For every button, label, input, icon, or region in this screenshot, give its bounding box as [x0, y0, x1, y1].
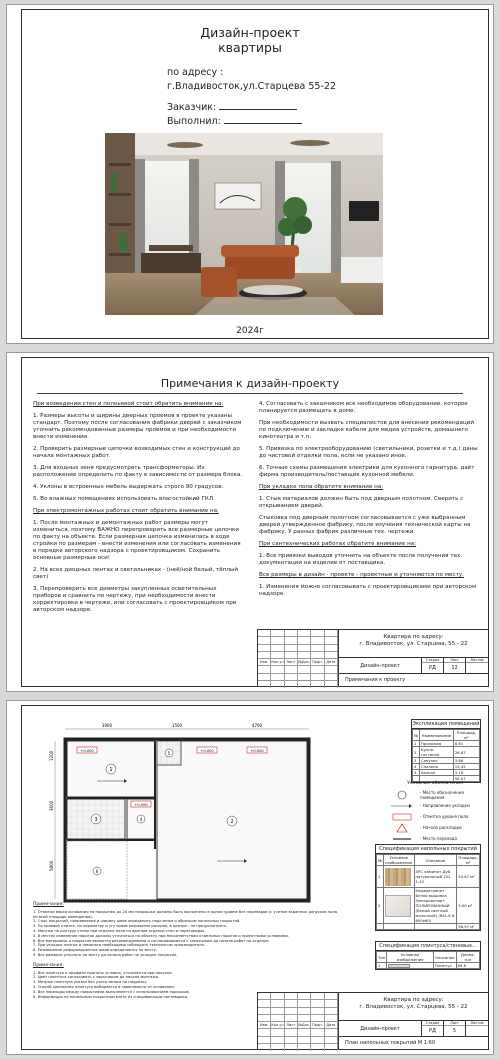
plan-note-line: 2. Цвет плинтуса согласовать с заказчиком до начала монтажа.	[33, 975, 160, 980]
revision-grid	[258, 993, 338, 1049]
floor-plan-sheet	[6, 700, 494, 1055]
floor-spec-title: Спецификация напольных покрытий	[376, 845, 480, 854]
note-paragraph: 6. Точные схемы размещения электрики для кухонного гарнитура, даёт фирма производитель/поставщик кухонной мебели.	[259, 465, 475, 478]
address-block	[167, 67, 336, 130]
plan-note-line: 5. Все переходы между покрытиями выполняются с использованием порожков.	[33, 989, 190, 994]
note-paragraph: 1. Изменения можно согласовывать с проектировщиками при авторском надзоре.	[259, 584, 477, 597]
title-block-row: Дизайн-проект Стадия РД Лист 5 Листов	[339, 1020, 488, 1036]
plan-notes-title: Примечания:	[33, 902, 64, 907]
explication-title: Экспликация помещений	[412, 721, 480, 727]
sheet-number: 5	[452, 1028, 457, 1034]
notes-heading: Все размеры в дизайн - проекте - проектные и уточняются по месту.	[259, 572, 464, 578]
legend-item: - Отметка уровня пола	[387, 811, 483, 822]
sheet-number: 12	[451, 665, 458, 671]
table-header: Тип Условное изображение Описание Длина, п.м	[377, 952, 480, 963]
revision-grid	[258, 630, 338, 686]
note-paragraph: 1. Все привязки выводов уточнить на объекте после получения тех. документации на изделие от поставщика.	[259, 553, 463, 566]
skirting-spec-table	[375, 941, 481, 970]
title-block-address: Квартира по адресу: г. Владивосток, ул. Старцева, 55 - 22	[359, 634, 468, 647]
plan-notes-title: Примечания:	[33, 962, 64, 968]
sheet-name: План напольных покрытий М 1:60	[339, 1036, 488, 1049]
dim-top-2: 1500	[171, 723, 183, 728]
plan-note-line: 7. При укладке плитки и ламината необходимо соблюдать технологию производителя.	[33, 943, 205, 948]
customer-row	[167, 102, 336, 113]
notes-title: Примечания к дизайн-проекту	[160, 377, 340, 390]
floor-plan-drawing	[47, 721, 323, 911]
table-row: 4 Спальня 15.45	[413, 764, 480, 770]
notes-sheet	[6, 352, 494, 692]
table-row: 1 Прихожая 8.61	[413, 741, 480, 747]
plan-note-line: 5. В местах изменения порогов должны уточняться по объекту при несоответствии отдельных порогов и проектными условиями.	[33, 933, 290, 938]
level-mark: +0.000	[134, 803, 148, 807]
table-total-row: 58.97 м²	[377, 924, 480, 930]
table-total-row: 58.97	[413, 776, 480, 782]
dim-left-3: 5800	[49, 860, 54, 871]
note-paragraph: 2. Проверить размерные цепочки возводимых стен и конструкций до начала монтажных работ.	[33, 446, 240, 459]
title-block-info	[338, 993, 488, 1049]
room-number: 1	[109, 767, 113, 773]
legend	[387, 781, 483, 844]
legend-item: - Место обозначения помещения	[387, 789, 483, 800]
notes-right-column	[259, 401, 479, 603]
dim-top-3: 4700	[251, 723, 263, 728]
stage-value: РД	[429, 665, 436, 671]
level-mark: +0.000	[80, 749, 94, 753]
table-row: 3 Санузел 3.86	[413, 758, 480, 764]
laminate-swatch	[385, 868, 411, 886]
title-rule	[37, 393, 463, 394]
title-block-address: Квартира по адресу: г. Владивосток, ул. Старцева, 55 - 22	[359, 997, 468, 1010]
legend-title: Условные обозначения	[407, 781, 463, 786]
dim-top-1: 3900	[101, 723, 113, 728]
table-header: № Наименование Площадь, м²	[413, 730, 480, 741]
skirting-title: Спецификация плинтуса/стеновых...	[376, 942, 480, 951]
executor-label: Выполнил:	[167, 116, 221, 127]
note-paragraph: 5. Привязка по электрооборудованию (светильники, розетки и т.д.) даны до чистовой отделки пола, если не указано иное.	[259, 446, 478, 459]
note-paragraph: 3. Перепроверить все диаметры закупленных осветительных приборов и сравнить по чертежу, при необходимости внести корректировки в чертеже, или согласовать с проектировщиком при авторском надзоре.	[33, 586, 237, 613]
note-paragraph: 1. Размеры высоты и ширины дверных проемов в проекте указаны стандарт. Поэтому после согласования фабрики дверей с заказчиком уточнить рекомендованные размеры проемов и при необходимости внести изменения.	[33, 413, 242, 440]
address-label: по адресу :	[167, 67, 224, 78]
note-paragraph: 4. Согласовать с заказчиком все необходимое оборудование, которое планируется размещать в доме.	[259, 401, 468, 414]
note-paragraph: При необходимости вызвать специалистов для внесения рекомендаций по подключению и закладке кабеля для медиа устройств, домашнего кинотеатра и т.п.	[259, 420, 475, 440]
notes-heading: При электромонтажных работах стоит обратить внимание на:	[33, 508, 219, 514]
room-number: 5	[167, 751, 171, 756]
table-row: 5 Балкон 3.18	[413, 770, 480, 776]
plan-note-line: 1. Отметки верха основания по покрытию до 20 мм покрышки должны быть выполнены в одном уровне без перепадов (с учетом заданных допусков пола, по всей площади помещения).	[33, 909, 339, 919]
table-row: 2 Керамогранит Белая вышивка Эмпориоспорт ПОЛИРОВАННЫЙ (Белый светлый молочный) (RAL-6 6 600x60) 3.00 м²	[377, 888, 480, 924]
notes-heading: При возведении стен и полоьевой стоит обратить внимание на:	[33, 401, 224, 407]
note-paragraph: 2. На всех диодных лентах и светильниках - (неё/ной белый, тёплый свет)	[33, 567, 238, 580]
tile-swatch	[385, 895, 411, 917]
table-row: 1 Плинтус 89.8	[377, 963, 480, 969]
project-name: Дизайн-проект	[339, 1021, 422, 1036]
revision-grid-header: Изм. Кол.уч Лист №Док. Подп. Дата	[258, 1022, 338, 1029]
level-mark: +0.000	[250, 749, 264, 753]
room-number: 4	[139, 817, 143, 822]
room-explication-table	[411, 719, 481, 783]
plan-note-line: 4. Способ крепления плинтуса выбирается в зависимости от основания.	[33, 984, 175, 989]
notes-left-column	[33, 401, 245, 619]
legend-item: - Направление укладки	[387, 800, 483, 811]
plan-note-line: 9. Все размеры уточнять по месту до начала работ по укладке покрытия.	[33, 952, 178, 957]
plan-note-line: 3. Метраж плинтуса указан без учета запаса на подрезку.	[33, 980, 148, 985]
cover-title	[7, 25, 493, 55]
cover-title-line2: квартиры	[218, 40, 282, 55]
room-number: 3	[94, 817, 98, 823]
skirting-swatch	[388, 964, 410, 968]
title-block	[257, 992, 489, 1050]
cover-sheet	[6, 4, 494, 344]
executor-row	[167, 116, 336, 127]
customer-blank	[219, 102, 297, 110]
note-paragraph: 3. Для входных зеня предусмотреть трансформаторы. Их расположение определить по факту в зависимости от размера блока.	[33, 465, 243, 478]
plan-note-line: 2. Стык покрытий, направление и ширину швов определить подсчетом и образцом напольных покрытий.	[33, 919, 241, 924]
customer-label: Заказчик:	[167, 102, 217, 113]
note-paragraph: 1. Стык материалов должен быть под дверным полотном. Сверить с открыванием дверей.	[259, 496, 464, 509]
executor-blank	[224, 116, 302, 124]
project-name: Дизайн-проект	[339, 658, 422, 673]
legend-item: - Место перехода	[420, 836, 457, 841]
plan-note-line: 4. Монтаж по контуру стены при отделке пола по данным отделки стен и перегородок.	[33, 928, 206, 933]
plan-notes	[33, 903, 343, 999]
stage-value: РД	[429, 1028, 436, 1034]
sheet-name: Примечания к проекту	[339, 673, 488, 686]
dim-left-1: 1200	[49, 750, 54, 761]
note-paragraph: 1. После монтажных и демонтажных работ размеры могут измениться, поэтому ВАЖНО перепроверить все размерные цепочки по факту на объекте. Если размерная цепочка изменилась в ходе стройки по размерам - внести изменения или согласовать изменения в порядке авторского надзора с проектировщиком. Сохранить основные размерные оси!	[33, 520, 241, 561]
table-header: № Условное изображение Описание Площадь, м²	[378, 855, 478, 865]
plan-note-line: 3. По краевой плитке, по периметру и угу краев разрешено раскрое, в центре - не предусмотреть.	[33, 924, 228, 929]
cover-year: 2024г	[236, 326, 264, 336]
floor-spec-table	[375, 844, 481, 931]
level-mark: +0.000	[200, 749, 214, 753]
table-row: 2 Кухня-гостиная 26.87	[413, 747, 480, 758]
note-paragraph: 5. Во влажных помещениях использовать влагостойкий ГКЛ.	[33, 496, 215, 502]
note-paragraph: Стыковка под дверным полотном согласовывается с уже выбранным дверей.утвержденное фабрику, после изучения технической карты на фабрику. У разных фабрик различные тех. чертежи.	[259, 515, 471, 535]
interior-render-image	[105, 133, 383, 315]
notes-heading: При сантехнических работах обратите внимание на:	[259, 541, 417, 547]
plan-note-line: 8. Размещение деформационных швов определяется по месту.	[33, 948, 158, 953]
plan-note-line: 6. Все материалы и покрытия являются рекомендуемыми и согласовываются с заказчиком до начала работ по отделке.	[33, 938, 270, 943]
title-block-info	[338, 630, 488, 686]
address-value: г.Владивосток,ул.Старцева 55-22	[167, 81, 336, 92]
plan-note-line: 1. Все плинтуса и профили приняты условно, уточняются при покупке.	[33, 970, 173, 975]
room-number: 2	[230, 819, 234, 825]
revision-grid-header: Изм. Кол.уч Лист №Док. Подп. Дата	[258, 659, 338, 666]
title-block-row: Дизайн-проект Стадия РД Лист 12 Листов	[339, 657, 488, 673]
cover-title-line1: Дизайн-проект	[200, 25, 300, 40]
table-row: 1 SPC ламинат Дуб натуральный 222 1-42 54.87 м²	[377, 866, 480, 888]
plan-note-line: 6. Информация по напольным покрытиям взята из спецификации поставщика.	[33, 994, 189, 999]
dim-left-2: 3600	[49, 800, 54, 811]
legend-item: - Начало раскладки	[387, 822, 483, 833]
note-paragraph: 4. Уклоны в встроенных мебель выдержать строго 90 градусов.	[33, 484, 224, 490]
title-block	[257, 629, 489, 687]
room-number: 6	[95, 869, 99, 874]
notes-heading: При укладке пола обратите внимание на:	[259, 484, 384, 490]
